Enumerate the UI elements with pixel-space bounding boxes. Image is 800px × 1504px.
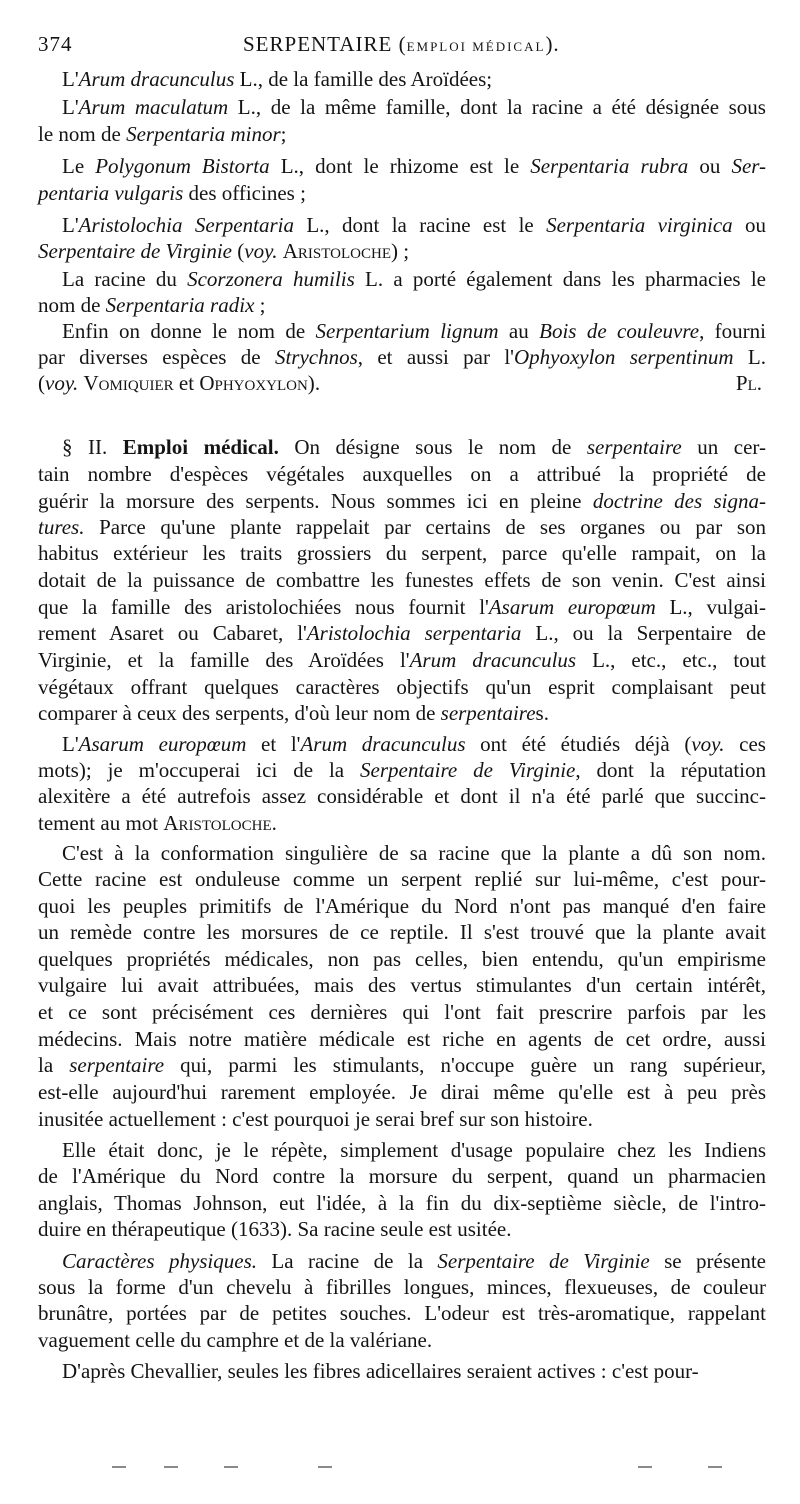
page-bottom-marks bbox=[38, 1466, 766, 1474]
page-number: 374 bbox=[38, 32, 73, 56]
text-line: par diverses espèces de Strychnos, et aussi par l'Ophyoxylon serpentinum L. bbox=[38, 345, 766, 369]
text-line: que la famille des aristolochiées nous fournit l'Asarum europœum L., vulgai- bbox=[38, 595, 766, 619]
page-header bbox=[38, 32, 762, 62]
text-line: duire en thérapeutique (1633). Sa racine seule est usitée. bbox=[38, 1217, 512, 1241]
text-line: inusitée actuellement : c'est pourquoi je serai bref sur son histoire. bbox=[38, 1107, 593, 1131]
text-line: mots); je m'occuperai ici de la Serpentaire de Virginie, dont la réputation bbox=[38, 758, 766, 782]
text-line: la serpentaire qui, parmi les stimulants, n'occupe guère un rang supérieur, bbox=[38, 1053, 766, 1077]
text-line: brunâtre, portées par de petites souches. L'odeur est très-aromatique, rappelant bbox=[38, 1301, 766, 1325]
text-line: Cette racine est onduleuse comme un serpent replié sur lui-même, c'est pour- bbox=[38, 867, 766, 891]
text-line: quelques propriétés médicales, non pas celles, bien entendu, qu'un empirisme bbox=[38, 947, 766, 971]
text-line: L'Aristolochia Serpentaria L., dont la racine est le Serpentaria virginica ou bbox=[62, 213, 767, 237]
text-line: La racine du Scorzonera humilis L. a porté également dans les pharmacies le bbox=[62, 267, 766, 291]
text-line: sous la forme d'un chevelu à fibrilles longues, minces, flexueuses, de couleur bbox=[38, 1275, 766, 1299]
text-line: tain nombre d'espèces végétales auxquelles on a attribué la propriété de bbox=[38, 462, 766, 486]
text-line: L'Arum dracunculus L., de la famille des Aroïdées; bbox=[62, 67, 493, 91]
text-line: Le Polygonum Bistorta L., dont le rhizome est le Serpentaria rubra ou Ser- bbox=[62, 154, 767, 178]
text-line: rement Asaret ou Cabaret, l'Aristolochia serpentaria L., ou la Serpentaire de bbox=[38, 621, 766, 645]
text-line: Caractères physiques. La racine de la Serpentaire de Virginie se présente bbox=[62, 1249, 766, 1273]
text-line: tement au mot Aristoloche. bbox=[38, 811, 277, 835]
text-line: L'Asarum europœum et l'Arum dracunculus ont été étudiés déjà (voy. ces bbox=[62, 732, 766, 756]
text-line: un remède contre les morsures de ce reptile. Il s'est trouvé que la plante avait bbox=[38, 920, 766, 944]
text-line: Serpentaire de Virginie (voy. Aristoloche) ; bbox=[38, 239, 410, 263]
text-line: Elle était donc, je le répète, simplement d'usage populaire chez les Indiens bbox=[62, 1138, 766, 1162]
text-line: (voy. Vomiquier et Ophyoxylon). bbox=[38, 371, 321, 395]
text-line: le nom de Serpentaria minor; bbox=[38, 122, 287, 146]
text-line: Virginie, et la famille des Aroïdées l'Arum dracunculus L., etc., etc., tout bbox=[38, 648, 766, 672]
text-line: dotait de la puissance de combattre les funestes effets de son venin. C'est ainsi bbox=[38, 568, 766, 592]
author-signature: Pl. bbox=[735, 371, 762, 395]
text-line: D'après Chevallier, seules les fibres adicellaires seraient actives : c'est pour- bbox=[62, 1359, 699, 1383]
text-line: tures. Parce qu'une plante rappelait par certains de ses organes ou par son bbox=[38, 515, 766, 539]
text-line: L'Arum maculatum L., de la même famille, dont la racine a été désignée sous bbox=[62, 95, 766, 119]
text-line: végétaux offrant quelques caractères objectifs qu'un esprit complaisant peut bbox=[38, 675, 766, 699]
text-line: guérir la morsure des serpents. Nous sommes ici en pleine doctrine des signa- bbox=[38, 489, 766, 513]
text-line: médecins. Mais notre matière médicale est riche en agents de cet ordre, aussi bbox=[38, 1027, 766, 1051]
text-line: anglais, Thomas Johnson, eut l'idée, à la fin du dix-septième siècle, de l'intro- bbox=[38, 1191, 766, 1215]
text-line: habitus extérieur les traits grossiers du serpent, parce qu'elle rampait, on la bbox=[38, 541, 766, 565]
running-title: SERPENTAIRE (EMPLOI MÉDICAL). bbox=[243, 32, 560, 56]
text-line: alexitère a été autrefois assez considérable et dont il n'a été parlé que succinc- bbox=[38, 784, 766, 808]
text-line: vaguement celle du camphre et de la valériane. bbox=[38, 1328, 433, 1352]
text-line: C'est à la conformation singulière de sa racine que la plante a dû son nom. bbox=[62, 841, 766, 865]
text-line: quoi les peuples primitifs de l'Amérique du Nord n'ont pas manqué d'en faire bbox=[38, 894, 766, 918]
text-line: Enfin on donne le nom de Serpentarium lignum au Bois de couleuvre, fourni bbox=[62, 319, 767, 343]
text-line: § II. Emploi médical. On désigne sous le nom de serpentaire un cer- bbox=[62, 435, 766, 459]
text-line: de l'Amérique du Nord contre la morsure du serpent, quand un pharmacien bbox=[38, 1164, 766, 1188]
text-line: nom de Serpentaria radix ; bbox=[38, 293, 266, 317]
text-line: et ce sont précisément ces dernières qui l'ont fait prescrire parfois par les bbox=[38, 1000, 766, 1024]
text-line: comparer à ceux des serpents, d'où leur nom de serpentaires. bbox=[38, 701, 549, 725]
text-line: pentaria vulgaris des officines ; bbox=[38, 181, 306, 205]
text-line: est-elle aujourd'hui rarement employée. Je dirai même qu'elle est à peu près bbox=[38, 1080, 766, 1104]
text-line: vulgaire lui avait attribuées, mais des vertus stimulantes d'un certain intérêt, bbox=[38, 973, 766, 997]
